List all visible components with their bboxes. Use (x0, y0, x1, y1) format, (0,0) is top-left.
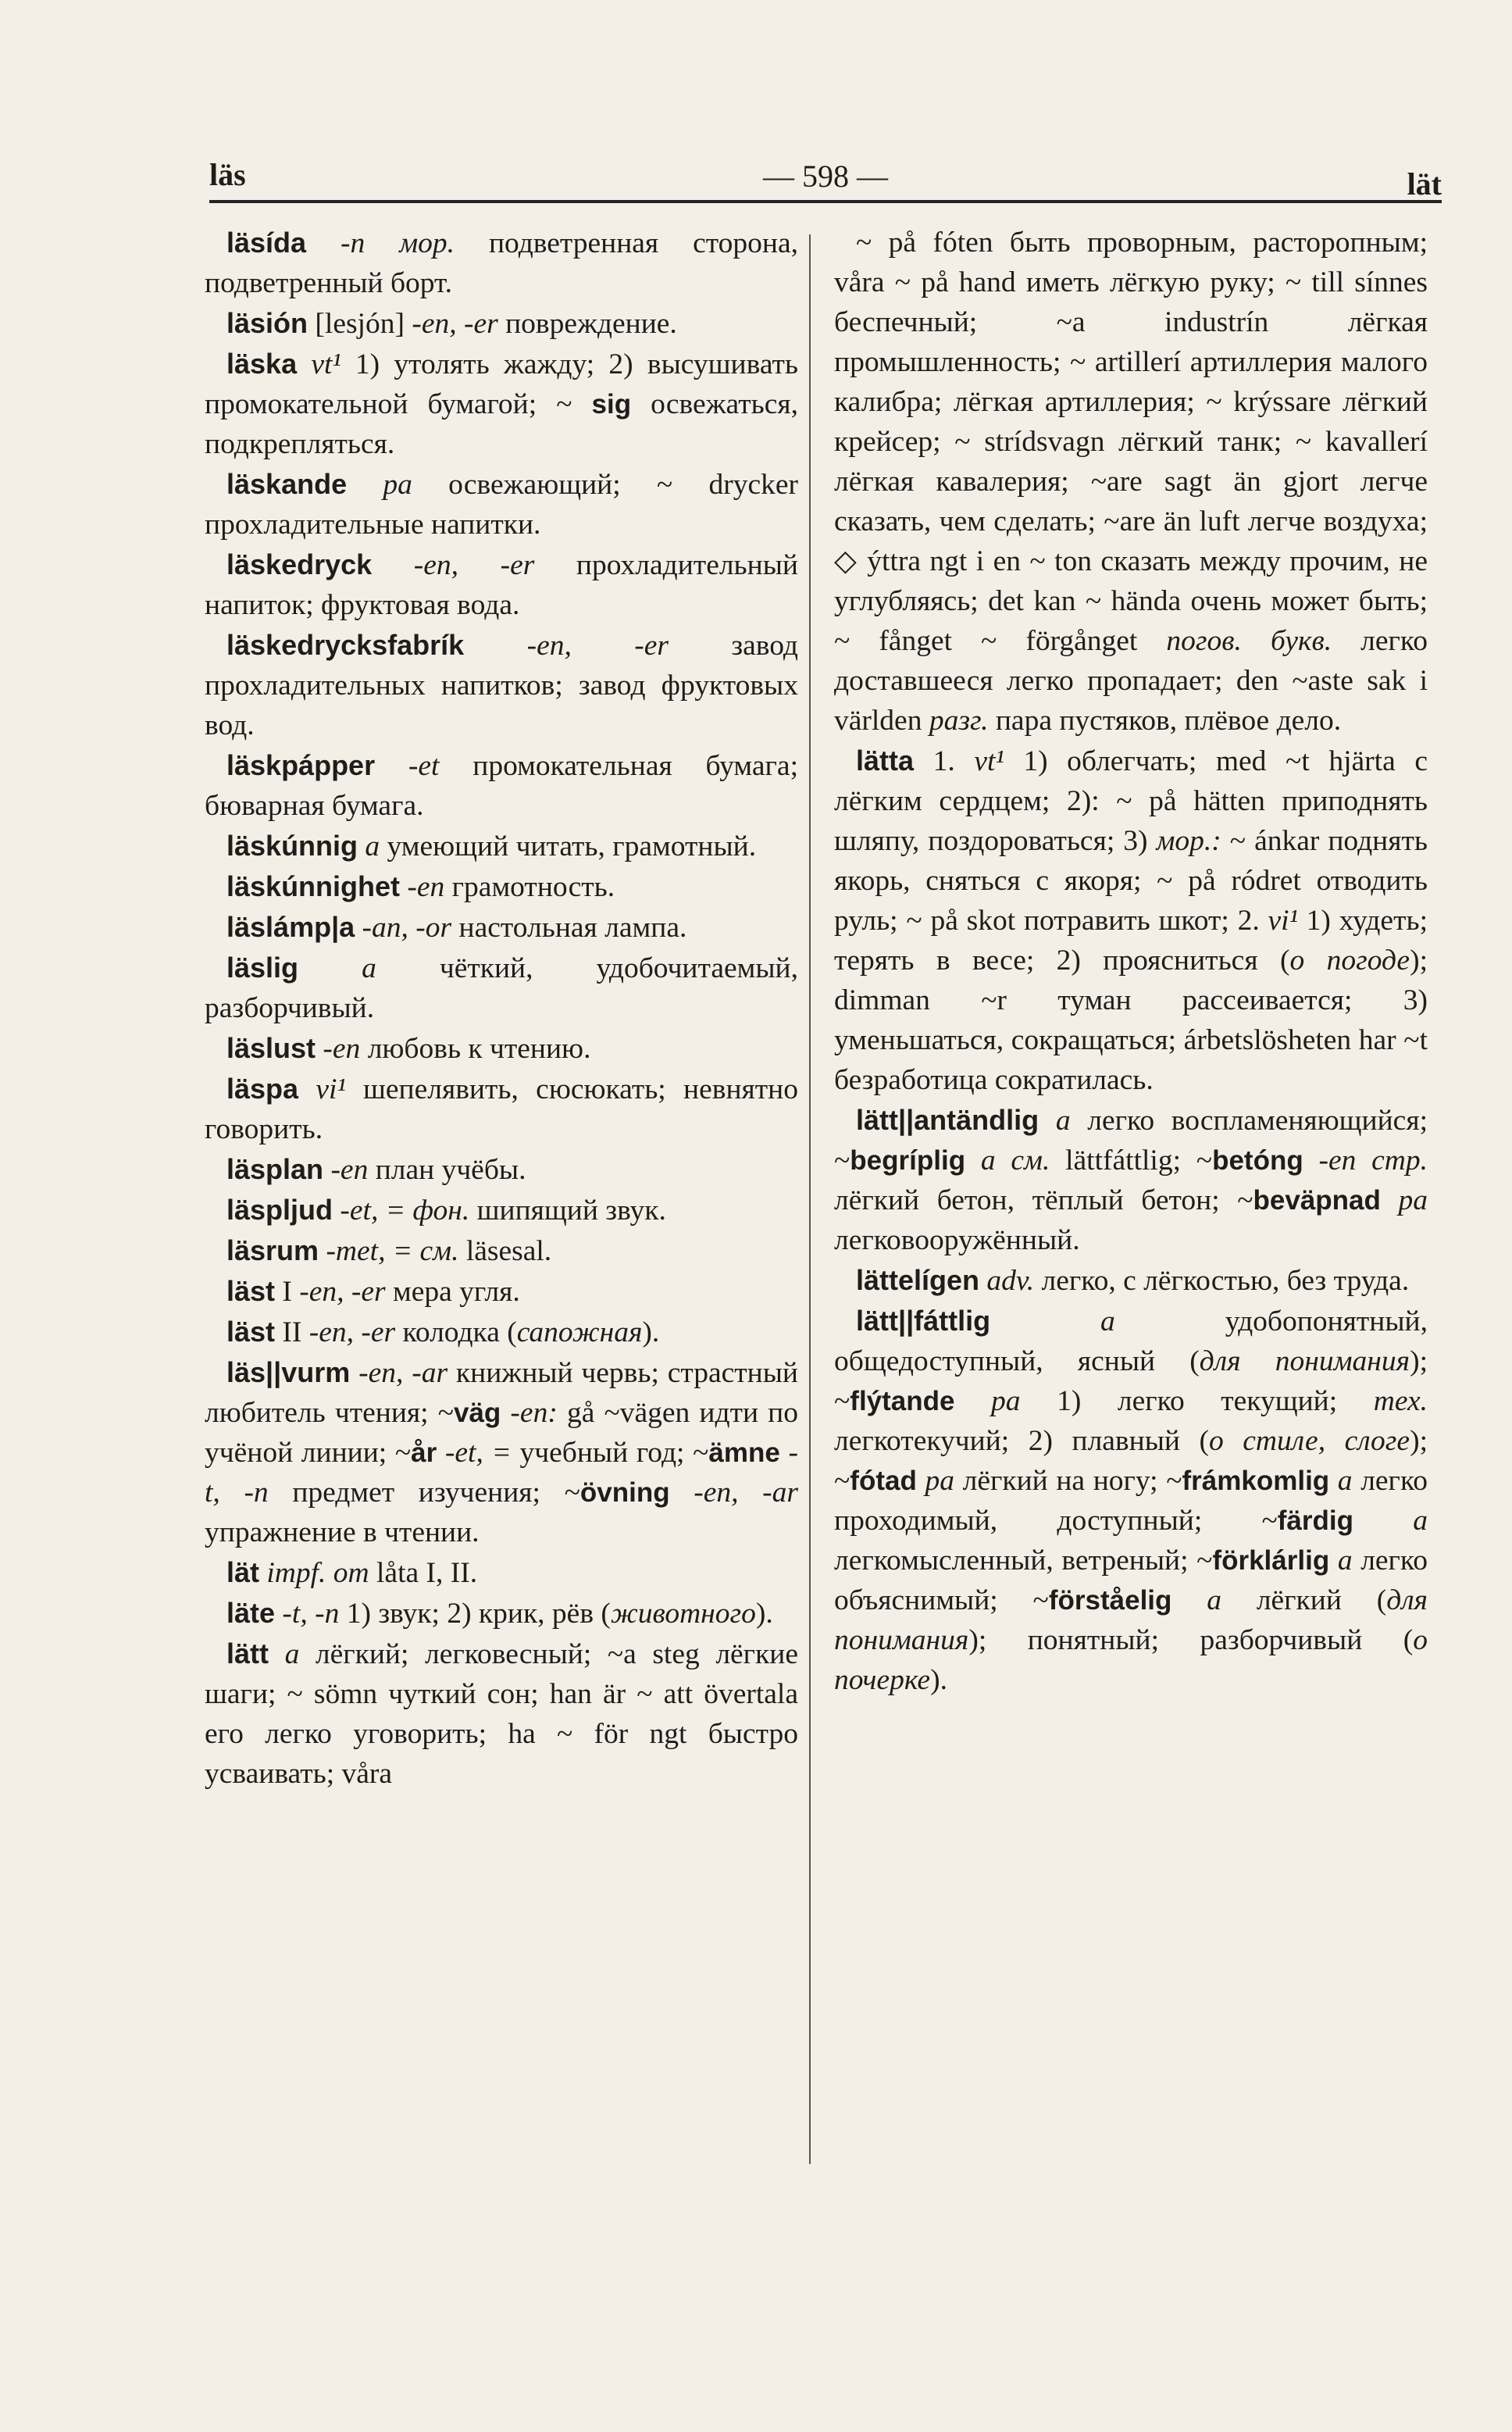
entry-headword: lättelígen (856, 1264, 980, 1296)
entry-text: легкотекучий; 2) плавный ( (834, 1425, 1209, 1457)
entry-text: 1) звук; 2) крик, рёв ( (339, 1598, 611, 1630)
entry-grammar-note: vt¹ (974, 745, 1004, 777)
entry-grammar-note: -en (316, 1033, 361, 1065)
dictionary-entry (205, 1271, 798, 1312)
entry-headword: läspa (226, 1073, 299, 1105)
entry-grammar-note: pa (347, 469, 412, 501)
dictionary-entry (205, 907, 798, 948)
entry-grammar-note: разг. (929, 705, 989, 737)
dictionary-entry (205, 1634, 798, 1794)
entry-grammar-note: -an, -or (355, 912, 452, 944)
entry-text: пара пустяков, плёвое дело. (988, 705, 1342, 737)
entry-subheadword: förståelig (1048, 1585, 1172, 1616)
entry-text: легко объяснимый; ~ (834, 1545, 1428, 1616)
dictionary-entry (205, 1069, 798, 1149)
entry-grammar-note: a (1329, 1465, 1353, 1497)
entry-text: легко воспламеняющийся; ~ (834, 1105, 1428, 1177)
entry-grammar-note: о стиле, слоге (1209, 1425, 1410, 1457)
dictionary-entry (205, 1149, 798, 1190)
entry-grammar-note: -et (375, 750, 440, 782)
entry-headword: läskedryck (226, 548, 373, 580)
entry-text: ). (930, 1664, 947, 1696)
entry-text: легко доставшееся легко пропадает; den ~aste sak i världen (834, 625, 1428, 737)
entry-headword: läs||vurm (226, 1356, 351, 1388)
entry-grammar-note: impf. om (259, 1557, 369, 1589)
entry-headword: läskúnnig (226, 830, 358, 862)
dictionary-entry (205, 223, 798, 303)
entry-text: грамотность. (444, 871, 615, 903)
entry-grammar-note: -en: (501, 1397, 558, 1429)
entry-grammar-note: vi¹ (1268, 905, 1298, 937)
entry-text: ); ~ (834, 1425, 1428, 1497)
entry-text: настольная лампа. (451, 912, 687, 944)
right-column (834, 223, 1428, 1700)
entry-grammar-note: a (298, 952, 376, 984)
entry-text: [lesjón] (308, 308, 412, 340)
entry-subheadword: betóng (1212, 1145, 1303, 1176)
dictionary-entry (834, 1100, 1428, 1260)
entry-grammar-note: о погоде (1289, 945, 1410, 977)
entry-text: 1) утолять жажду; 2) высушивать промокательной бумагой; ~ (205, 348, 798, 420)
entry-grammar-note: pa (954, 1385, 1021, 1417)
entry-grammar-note: pa (1380, 1184, 1428, 1216)
entry-headword: läsída (226, 227, 307, 259)
dictionary-entry (205, 1552, 798, 1593)
entry-grammar-note: -et, = (437, 1437, 512, 1469)
entry-headword: läsión (226, 307, 308, 339)
entry-grammar-note: -met, = см. (319, 1235, 459, 1267)
dictionary-entry (205, 745, 798, 826)
entry-headword: lätt (226, 1637, 269, 1670)
entry-text: любовь к чтению. (360, 1033, 591, 1065)
entry-grammar-note: о почерке (834, 1624, 1428, 1696)
entry-grammar-note: животного (610, 1598, 756, 1630)
entry-headword: lätta (856, 745, 915, 777)
entry-text: лёгкий на ногу; ~ (954, 1465, 1182, 1497)
entry-headword: läslust (226, 1032, 316, 1064)
entry-headword: lätt||antändlig (856, 1104, 1040, 1136)
entry-text: ). (755, 1598, 773, 1630)
entry-text: завод прохладительных напитков; завод фруктовых вод. (205, 630, 798, 741)
entry-grammar-note: pa (916, 1465, 954, 1497)
entry-subheadword: övning (579, 1477, 670, 1508)
entry-subheadword: beväpnad (1253, 1185, 1381, 1216)
dictionary-entry (205, 1593, 798, 1634)
entry-text: ); dimman ~r туман рассеивается; 3) уменьшаться, сокращаться; árbetslösheten har ~t безработица сократилась. (834, 945, 1428, 1096)
entry-headword: läst (226, 1316, 276, 1348)
entry-headword: läst (226, 1275, 276, 1307)
header-left-guideword: läs (209, 157, 246, 192)
entry-grammar-note: -en, -er (308, 1316, 396, 1348)
entry-text: gå ~vägen идти по учёной линии; ~ (205, 1397, 798, 1469)
entry-grammar-note: -en стр. (1303, 1145, 1428, 1177)
entry-grammar-note: a (358, 830, 380, 862)
entry-text: чёткий, удобочитаемый, разборчивый. (205, 952, 799, 1024)
entry-text: легко проходимый, доступный; ~ (834, 1465, 1428, 1537)
entry-text: 1) худеть; терять в весе; 2) проясниться ( (834, 905, 1428, 977)
entry-grammar-note: тех. (1373, 1385, 1428, 1417)
entry-text: läsesal. (458, 1235, 552, 1267)
entry-text: учебный год; ~ (511, 1437, 709, 1469)
entry-text: ); понятный; разборчивый ( (968, 1624, 1414, 1656)
entry-headword: läte (226, 1597, 276, 1629)
entry-grammar-note: -en, -er (464, 630, 669, 662)
entry-text: план учёбы. (368, 1154, 526, 1186)
dictionary-entry (205, 1190, 798, 1230)
dictionary-entry (205, 866, 798, 907)
entry-text: lättfáttlig; ~ (1050, 1145, 1213, 1177)
entry-subheadword: sig (591, 389, 632, 420)
dictionary-entry (205, 948, 798, 1028)
entry-subheadword: ämne (708, 1437, 780, 1468)
entry-headword: läska (226, 348, 298, 380)
entry-grammar-note: vt¹ (297, 348, 341, 380)
entry-text: легко, с лёгкостью, без труда. (1034, 1265, 1410, 1297)
dictionary-entry (205, 1352, 798, 1552)
dictionary-entry (205, 1230, 798, 1271)
entry-headword: läskedrycksfabrík (226, 629, 465, 661)
entry-text: 1) легко текущий; (1020, 1385, 1374, 1417)
entry-text: умеющий читать, грамотный. (380, 830, 757, 862)
entry-text: прохладительный напиток; фруктовая вода. (205, 549, 798, 621)
entry-grammar-note: -t, -n (275, 1598, 340, 1630)
dictionary-entry (834, 223, 1428, 741)
entry-text: шипящий звук. (469, 1195, 666, 1227)
dictionary-entry (834, 741, 1428, 1100)
entry-text: упражнение в чтении. (205, 1516, 480, 1548)
dictionary-entry (205, 625, 798, 745)
left-column (205, 223, 798, 1794)
entry-subheadword: färdig (1277, 1505, 1354, 1536)
page-header (209, 153, 1442, 203)
entry-grammar-note: сапожная (516, 1316, 643, 1348)
entry-text: освежающий; ~ drycker прохладительные напитки. (205, 469, 799, 541)
entry-grammar-note: -en, -er (299, 1276, 386, 1308)
entry-subheadword: väg (453, 1398, 501, 1428)
entry-grammar-note: для понимания (1199, 1345, 1410, 1377)
entry-text: удобопонятный, общедоступный, ясный ( (834, 1305, 1428, 1377)
entry-headword: läskúnnighet (226, 870, 401, 902)
entry-headword: läspljud (226, 1194, 333, 1226)
entry-grammar-note: a (990, 1305, 1115, 1337)
dictionary-entry (834, 1301, 1428, 1700)
dictionary-entry (205, 826, 798, 866)
entry-text: освежаться, подкрепляться. (205, 388, 798, 460)
entry-grammar-note: -t, -n (205, 1437, 798, 1509)
entry-text: шепелявить, сюсюкать; невнятно говорить. (205, 1073, 798, 1145)
entry-grammar-note: для понимания (834, 1584, 1428, 1656)
entry-text: промокательная бумага; бюварная бумага. (205, 750, 798, 822)
entry-headword: läslámp|a (226, 911, 355, 943)
entry-text: лёгкий ( (1221, 1584, 1387, 1616)
entry-grammar-note: -en, -er (372, 549, 535, 581)
entry-grammar-note: a (269, 1638, 300, 1670)
entry-subheadword: begríplig (850, 1145, 966, 1176)
entry-subheadword: flýtande (850, 1386, 955, 1416)
entry-grammar-note: a см. (965, 1145, 1050, 1177)
entry-headword: lät (226, 1556, 260, 1588)
entry-headword: läskande (226, 468, 348, 500)
entry-text: ~ ánkar поднять якорь, сняться с якоря; ~ på ródret отводить руль; ~ på skot потравить шкот; 2. (834, 825, 1428, 937)
entry-grammar-note: -en, -er (412, 308, 498, 340)
entry-text: мера угля. (385, 1276, 520, 1308)
entry-grammar-note: -et, = фон. (333, 1195, 470, 1227)
entry-text: легкомысленный, ветреный; ~ (834, 1545, 1213, 1577)
entry-headword: läsplan (226, 1153, 324, 1185)
entry-text: предмет изучения; ~ (268, 1477, 580, 1509)
entry-text: I (275, 1276, 300, 1308)
entry-headword: läsrum (226, 1234, 319, 1266)
entry-text: лёгкий; легковесный; ~a steg лёгкие шаги; ~ sömn чуткий сон; han är ~ att övertala его легко уговорить; ha ~ för ngt быстро усваивать; våra (205, 1638, 798, 1790)
entry-text: ); ~ (834, 1345, 1428, 1417)
entry-headword: läslig (226, 952, 299, 984)
entry-text: книжный червь; страстный любитель чтения; ~ (205, 1357, 798, 1429)
entry-text: лёгкий бетон, тёплый бетон; ~ (834, 1184, 1253, 1216)
dictionary-entry (205, 464, 798, 545)
entry-subheadword: frámkomlig (1182, 1466, 1330, 1496)
entry-grammar-note: -en, -ar (669, 1477, 798, 1509)
entry-grammar-note: a (1329, 1545, 1353, 1577)
entry-grammar-note: мор.: (1156, 825, 1221, 857)
entry-text: låta I, II. (369, 1557, 478, 1589)
dictionary-entry (205, 1312, 798, 1352)
dictionary-entry (205, 303, 798, 344)
entry-text: 1) облегчать; med ~t hjärta с лёгким сердцем; 2): ~ på hätten приподнять шляпу, поздороваться; 3) (834, 745, 1428, 857)
entry-subheadword: fótad (850, 1466, 917, 1496)
entry-grammar-note: vi¹ (298, 1073, 346, 1105)
entry-grammar-note: -n мор. (306, 227, 455, 259)
entry-grammar-note: погов. букв. (1166, 625, 1332, 657)
entry-grammar-note: adv. (979, 1265, 1035, 1297)
entry-grammar-note: a (1171, 1584, 1221, 1616)
entry-grammar-note: -en (400, 871, 445, 903)
dictionary-entry (205, 344, 798, 464)
dictionary-entry (205, 545, 798, 625)
entry-text: легковооружённый. (834, 1224, 1080, 1256)
page-number: — 598 — (763, 159, 888, 194)
entry-text: 1. (914, 745, 975, 777)
dictionary-entry (834, 1260, 1428, 1301)
column-divider (809, 234, 811, 2164)
entry-text: ~ på fóten быть проворным, расторопным; våra ~ på hand иметь лёгкую руку; ~ till sínnes беспечный; ~a industrín лёгкая промышленность; ~ artillerí артиллерия малого калибра; лёгкая артиллерия; ~ krýssare лёгкий крейсер; ~ strídsvagn лёгкий танк; ~ kavallerí лёгкая кавалерия; ~are sagt än gjort легче сказать, чем сделать; ~are än luft легче воздуха; ◇ ýttra ngt i en ~ ton сказать между прочим, не углубляясь; det kan ~ hända очень может быть; ~ fånget ~ förgånget (834, 227, 1428, 657)
entry-text: колодка ( (395, 1316, 517, 1348)
entry-subheadword: förklárlig (1212, 1545, 1330, 1576)
entry-grammar-note: -en (323, 1154, 369, 1186)
dictionary-entry (205, 1028, 798, 1069)
entry-subheadword: år (411, 1437, 437, 1468)
entry-grammar-note: -en, -ar (350, 1357, 448, 1389)
entry-grammar-note: a (1039, 1105, 1071, 1137)
entry-text: повреждение. (497, 308, 677, 340)
entry-text: II (275, 1316, 309, 1348)
entry-headword: lätt||fáttlig (856, 1305, 991, 1337)
entry-text: ). (642, 1316, 660, 1348)
entry-grammar-note: a (1353, 1505, 1428, 1537)
header-right-guideword: lät (1407, 166, 1442, 202)
entry-text: подветренная сторона, подветренный борт. (205, 227, 799, 299)
entry-headword: läskpápper (226, 749, 376, 781)
